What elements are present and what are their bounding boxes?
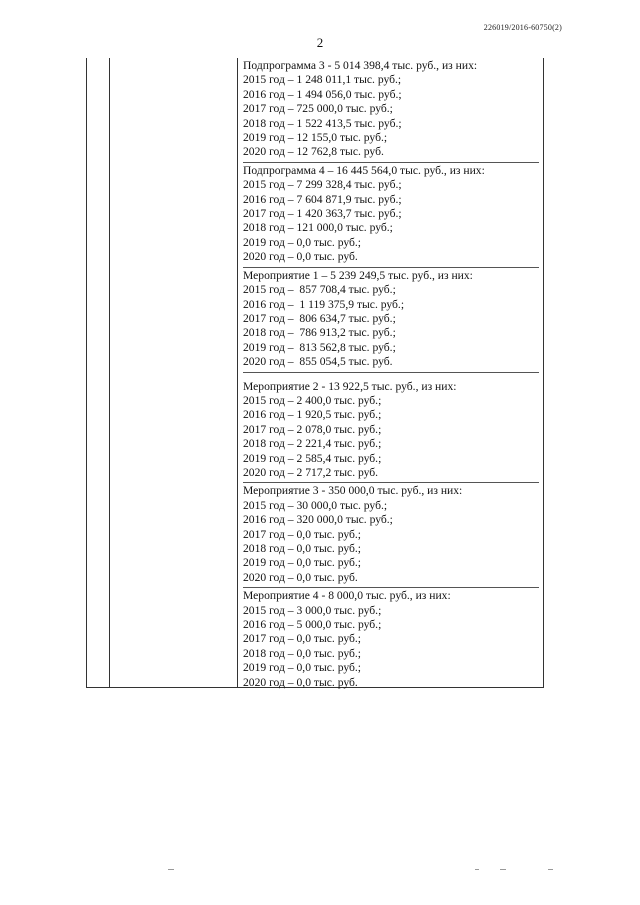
year-line: 2015 год – 30 000,0 тыс. руб.; (243, 498, 388, 512)
year-line: 2018 год – 0,0 тыс. руб.; (243, 542, 362, 555)
year-line: 2016 год – 320 000,0 тыс. руб.; (243, 513, 393, 527)
year-line: 2019 год – 813 562,8 тыс. руб.; (243, 340, 396, 354)
year-line: 2019 год – 2 585,4 тыс. руб.; (243, 451, 382, 465)
year-line: 2017 год – 806 634,7 тыс. руб.; (243, 311, 396, 325)
year-line: 2018 год – 0,0 тыс. руб.; (243, 646, 362, 660)
year-line: 2016 год – 1 920,5 тыс. руб.; (243, 408, 382, 422)
block-header: Мероприятие 1 – 5 239 249,5 тыс. руб., из них: (243, 268, 473, 282)
funding-block (243, 483, 539, 588)
year-line: 2020 год – 12 762,8 тыс. руб. (243, 145, 384, 159)
year-line: 2017 год – 0,0 тыс. руб.; (243, 527, 362, 541)
funding-block (243, 588, 539, 692)
funding-block (243, 58, 539, 163)
funding-block (243, 268, 539, 373)
year-line: 2019 год – 0,0 тыс. руб.; (243, 556, 362, 570)
year-line: 2016 год – 1 119 375,9 тыс. руб.; (243, 297, 405, 311)
year-line: 2015 год – 2 400,0 тыс. руб.; (243, 393, 382, 407)
page-number: 2 (316, 35, 324, 50)
year-line: 2019 год – 0,0 тыс. руб.; (243, 661, 362, 675)
year-line: 2019 год – 0,0 тыс. руб.; (243, 235, 362, 249)
column-divider (109, 58, 110, 687)
year-line: 2018 год – 1 522 413,5 тыс. руб.; (243, 116, 402, 130)
document-id: 226019/2016-60750(2) (483, 23, 562, 32)
year-line: 2016 год – 5 000,0 тыс. руб.; (243, 618, 382, 632)
block-header: Мероприятие 4 - 8 000,0 тыс. руб., из них: (243, 589, 451, 603)
year-line: 2020 год – 855 054,5 тыс. руб. (243, 355, 393, 369)
year-line: 2015 год – 1 248 011,1 тыс. руб.; (243, 73, 402, 87)
year-line: 2017 год – 2 078,0 тыс. руб.; (243, 422, 382, 436)
year-line: 2017 год – 0,0 тыс. руб.; (243, 632, 362, 646)
year-line: 2015 год – 857 708,4 тыс. руб.; (243, 283, 396, 297)
year-line: 2016 год – 1 494 056,0 тыс. руб.; (243, 87, 402, 101)
year-line: 2016 год – 7 604 871,9 тыс. руб.; (243, 192, 402, 206)
year-line: 2015 год – 7 299 328,4 тыс. руб.; (243, 178, 402, 192)
year-line: 2015 год – 3 000,0 тыс. руб.; (243, 603, 382, 617)
column-divider (237, 58, 238, 687)
block-header: Подпрограмма 4 – 16 445 564,0 тыс. руб., из них: (243, 163, 485, 177)
block-header: Мероприятие 3 - 350 000,0 тыс. руб., из них: (243, 484, 463, 498)
year-line: 2018 год – 2 221,4 тыс. руб.; (243, 437, 382, 451)
block-header: Мероприятие 2 - 13 922,5 тыс. руб., из них: (243, 379, 457, 393)
year-line: 2020 год – 0,0 тыс. руб. (243, 570, 358, 584)
year-line: 2018 год – 121 000,0 тыс. руб.; (243, 221, 393, 235)
year-line: 2018 год – 786 913,2 тыс. руб.; (243, 326, 396, 340)
scan-artifacts (0, 869, 640, 875)
funding-block (243, 373, 539, 484)
year-line: 2017 год – 1 420 363,7 тыс. руб.; (243, 207, 402, 221)
year-line: 2020 год – 0,0 тыс. руб. (243, 675, 358, 689)
funding-cell (243, 58, 539, 692)
funding-block (243, 163, 539, 268)
year-line: 2017 год – 725 000,0 тыс. руб.; (243, 102, 393, 116)
funding-table (86, 58, 544, 688)
block-header: Подпрограмма 3 - 5 014 398,4 тыс. руб., из них: (243, 59, 478, 72)
year-line: 2020 год – 2 717,2 тыс. руб. (243, 465, 379, 479)
year-line: 2020 год – 0,0 тыс. руб. (243, 250, 358, 264)
year-line: 2019 год – 12 155,0 тыс. руб.; (243, 131, 388, 145)
